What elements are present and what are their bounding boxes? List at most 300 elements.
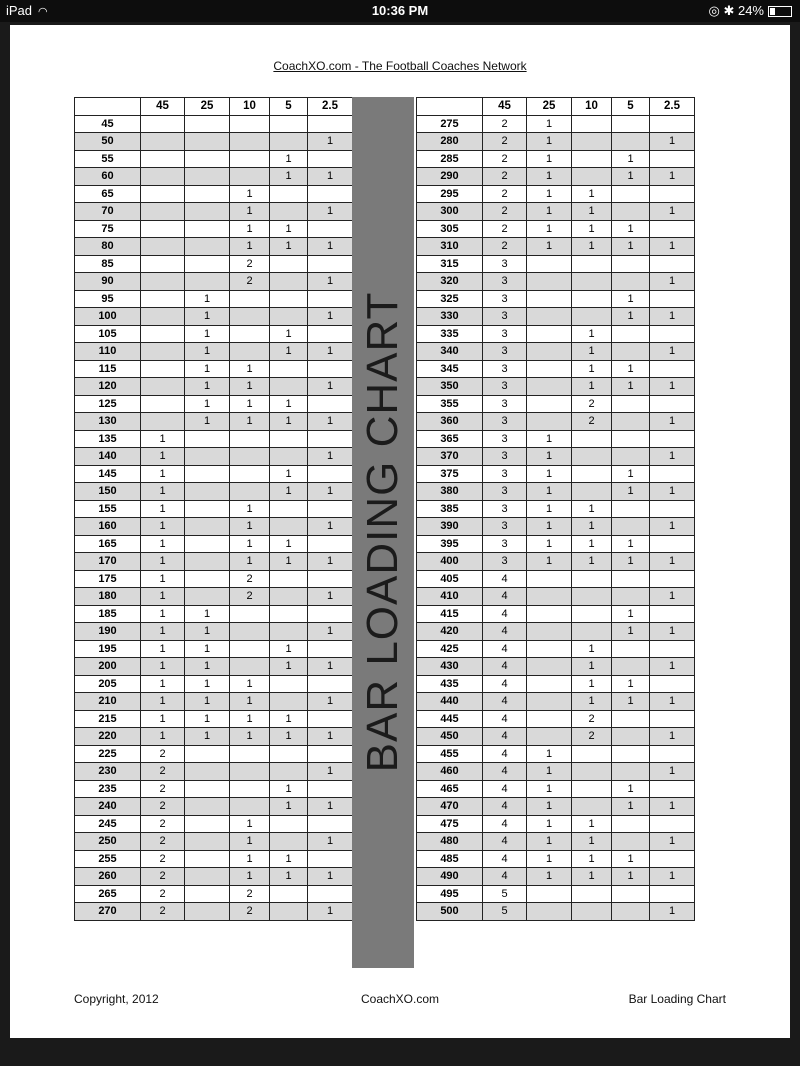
plate-count-cell: 2 — [230, 273, 270, 291]
weight-cell: 275 — [417, 115, 483, 133]
plate-count-cell — [185, 483, 230, 501]
plate-count-cell — [650, 850, 695, 868]
plate-count-cell: 2 — [141, 903, 185, 921]
plate-count-cell: 2 — [483, 115, 527, 133]
plate-count-cell: 1 — [650, 343, 695, 361]
plate-count-cell: 1 — [308, 833, 353, 851]
document-page — [10, 25, 790, 1038]
plate-count-cell: 1 — [612, 623, 650, 641]
plate-count-cell: 2 — [572, 395, 612, 413]
plate-count-cell — [572, 150, 612, 168]
footer-title: Bar Loading Chart — [628, 992, 726, 1006]
plate-count-cell — [527, 710, 572, 728]
weight-cell: 440 — [417, 693, 483, 711]
table-row — [417, 903, 695, 921]
plate-count-cell — [185, 903, 230, 921]
plate-count-cell — [230, 763, 270, 781]
table-row — [75, 728, 353, 746]
plate-count-cell — [527, 308, 572, 326]
battery-percent: 24% — [737, 3, 764, 18]
weight-cell: 125 — [75, 395, 141, 413]
plate-count-cell — [185, 238, 230, 256]
plate-count-cell — [185, 815, 230, 833]
plate-count-cell — [270, 570, 308, 588]
plate-count-cell: 1 — [527, 500, 572, 518]
table-row — [417, 238, 695, 256]
plate-count-cell: 1 — [185, 343, 230, 361]
plate-count-cell: 1 — [308, 483, 353, 501]
plate-count-cell: 3 — [483, 273, 527, 291]
plate-count-cell: 1 — [527, 238, 572, 256]
table-row — [75, 308, 353, 326]
table-row — [417, 570, 695, 588]
plate-count-cell: 3 — [483, 483, 527, 501]
table-row — [75, 798, 353, 816]
table-row — [75, 465, 353, 483]
plate-count-cell: 1 — [650, 133, 695, 151]
table-row — [75, 710, 353, 728]
plate-count-cell — [308, 605, 353, 623]
table-row — [75, 868, 353, 886]
table-row — [417, 833, 695, 851]
weight-cell: 190 — [75, 623, 141, 641]
plate-count-cell: 1 — [308, 168, 353, 186]
plate-count-cell — [270, 308, 308, 326]
plate-column-header: 2.5 — [650, 98, 695, 116]
plate-column-header: 45 — [483, 98, 527, 116]
plate-count-cell: 4 — [483, 868, 527, 886]
plate-count-cell — [230, 343, 270, 361]
plate-count-cell — [572, 570, 612, 588]
plate-count-cell — [141, 168, 185, 186]
plate-count-cell: 1 — [650, 308, 695, 326]
plate-count-cell: 1 — [650, 658, 695, 676]
plate-count-cell — [230, 150, 270, 168]
plate-count-cell — [650, 150, 695, 168]
plate-count-cell: 4 — [483, 798, 527, 816]
plate-count-cell: 2 — [141, 798, 185, 816]
table-row — [75, 640, 353, 658]
plate-count-cell: 4 — [483, 588, 527, 606]
plate-count-cell — [270, 885, 308, 903]
plate-count-cell — [650, 220, 695, 238]
status-bar — [0, 0, 800, 22]
plate-count-cell — [141, 413, 185, 431]
weight-cell: 420 — [417, 623, 483, 641]
plate-count-cell — [270, 360, 308, 378]
plate-count-cell: 1 — [572, 640, 612, 658]
plate-column-header: 25 — [185, 98, 230, 116]
weight-cell: 55 — [75, 150, 141, 168]
table-row — [75, 500, 353, 518]
plate-count-cell — [185, 518, 230, 536]
weight-cell: 305 — [417, 220, 483, 238]
plate-count-cell — [612, 395, 650, 413]
plate-count-cell — [185, 255, 230, 273]
plate-count-cell: 1 — [527, 465, 572, 483]
weight-cell: 95 — [75, 290, 141, 308]
weight-cell: 100 — [75, 308, 141, 326]
side-title: BAR LOADING CHART — [358, 291, 407, 773]
plate-count-cell: 1 — [527, 535, 572, 553]
plate-count-cell — [185, 570, 230, 588]
lock-rotation-icon: ◎ — [708, 3, 720, 18]
plate-count-cell: 3 — [483, 378, 527, 396]
plate-count-cell — [185, 780, 230, 798]
plate-count-cell: 1 — [141, 693, 185, 711]
weight-cell: 170 — [75, 553, 141, 571]
plate-count-cell — [527, 255, 572, 273]
plate-count-cell — [308, 395, 353, 413]
table-row — [417, 308, 695, 326]
weight-cell: 310 — [417, 238, 483, 256]
plate-count-cell: 1 — [650, 798, 695, 816]
weight-cell: 240 — [75, 798, 141, 816]
table-row — [417, 693, 695, 711]
weight-cell: 365 — [417, 430, 483, 448]
weight-cell: 105 — [75, 325, 141, 343]
plate-count-cell — [308, 430, 353, 448]
plate-count-cell — [612, 640, 650, 658]
weight-column-header — [417, 98, 483, 116]
plate-count-cell: 1 — [308, 203, 353, 221]
plate-count-cell — [308, 850, 353, 868]
plate-count-cell — [612, 885, 650, 903]
plate-count-cell — [308, 360, 353, 378]
table-row — [417, 378, 695, 396]
footer-copyright: Copyright, 2012 — [74, 992, 159, 1006]
plate-count-cell: 1 — [230, 553, 270, 571]
weight-cell: 180 — [75, 588, 141, 606]
weight-cell: 425 — [417, 640, 483, 658]
weight-cell: 200 — [75, 658, 141, 676]
plate-count-cell: 1 — [141, 588, 185, 606]
plate-count-cell: 1 — [527, 133, 572, 151]
plate-count-cell — [527, 273, 572, 291]
page-header[interactable]: CoachXO.com - The Football Coaches Network — [273, 59, 527, 73]
plate-count-cell: 1 — [572, 185, 612, 203]
table-row — [75, 343, 353, 361]
plate-count-cell: 1 — [527, 553, 572, 571]
plate-count-cell: 1 — [612, 850, 650, 868]
table-row — [75, 220, 353, 238]
plate-count-cell: 1 — [141, 605, 185, 623]
table-row — [75, 115, 353, 133]
plate-count-cell: 1 — [270, 798, 308, 816]
table-row — [75, 378, 353, 396]
status-right — [708, 3, 792, 19]
plate-count-cell — [230, 640, 270, 658]
table-row — [417, 290, 695, 308]
plate-count-cell: 4 — [483, 570, 527, 588]
plate-count-cell: 1 — [270, 640, 308, 658]
device-name: iPad — [6, 3, 33, 18]
plate-count-cell — [308, 535, 353, 553]
table-row — [75, 290, 353, 308]
plate-count-cell: 2 — [483, 238, 527, 256]
plate-count-cell — [572, 623, 612, 641]
weight-cell: 155 — [75, 500, 141, 518]
plate-count-cell: 1 — [185, 325, 230, 343]
plate-count-cell: 1 — [572, 535, 612, 553]
table-row — [417, 605, 695, 623]
plate-count-cell: 1 — [527, 833, 572, 851]
weight-cell: 485 — [417, 850, 483, 868]
plate-count-cell — [230, 430, 270, 448]
plate-count-cell: 1 — [230, 868, 270, 886]
plate-count-cell: 2 — [230, 570, 270, 588]
plate-count-cell: 2 — [141, 868, 185, 886]
plate-count-cell — [527, 658, 572, 676]
weight-cell: 265 — [75, 885, 141, 903]
plate-column-header: 5 — [612, 98, 650, 116]
plate-count-cell — [270, 623, 308, 641]
plate-count-cell — [141, 150, 185, 168]
plate-count-cell — [230, 623, 270, 641]
plate-count-cell — [572, 763, 612, 781]
weight-cell: 185 — [75, 605, 141, 623]
plate-count-cell — [612, 448, 650, 466]
weight-cell: 400 — [417, 553, 483, 571]
plate-count-cell — [527, 325, 572, 343]
plate-count-cell: 1 — [308, 763, 353, 781]
plate-count-cell — [527, 378, 572, 396]
weight-cell: 385 — [417, 500, 483, 518]
table-row — [417, 325, 695, 343]
plate-count-cell — [572, 780, 612, 798]
plate-count-cell — [230, 745, 270, 763]
plate-count-cell: 1 — [308, 448, 353, 466]
plate-count-cell: 1 — [141, 658, 185, 676]
plate-count-cell: 1 — [612, 483, 650, 501]
plate-count-cell — [270, 815, 308, 833]
weight-cell: 495 — [417, 885, 483, 903]
table-row — [417, 745, 695, 763]
plate-count-cell: 1 — [572, 518, 612, 536]
plate-count-cell — [141, 255, 185, 273]
plate-count-cell — [612, 903, 650, 921]
plate-count-cell: 4 — [483, 780, 527, 798]
plate-count-cell — [572, 885, 612, 903]
weight-cell: 450 — [417, 728, 483, 746]
plate-count-cell: 1 — [270, 168, 308, 186]
plate-count-cell — [650, 115, 695, 133]
plate-count-cell: 3 — [483, 343, 527, 361]
plate-count-cell — [650, 255, 695, 273]
right-loading-table — [416, 97, 695, 921]
plate-count-cell: 3 — [483, 535, 527, 553]
plate-count-cell — [572, 255, 612, 273]
plate-count-cell — [230, 325, 270, 343]
plate-count-cell — [141, 185, 185, 203]
table-row — [75, 238, 353, 256]
weight-cell: 335 — [417, 325, 483, 343]
plate-count-cell: 1 — [308, 868, 353, 886]
plate-count-cell — [185, 185, 230, 203]
weight-cell: 250 — [75, 833, 141, 851]
plate-count-cell: 2 — [572, 728, 612, 746]
plate-count-cell: 1 — [270, 395, 308, 413]
plate-count-cell: 1 — [141, 448, 185, 466]
plate-count-cell: 1 — [270, 483, 308, 501]
plate-count-cell: 1 — [270, 220, 308, 238]
plate-count-cell: 1 — [270, 850, 308, 868]
plate-column-header: 10 — [572, 98, 612, 116]
plate-count-cell — [572, 588, 612, 606]
plate-count-cell: 1 — [527, 150, 572, 168]
table-row — [75, 815, 353, 833]
plate-count-cell: 1 — [650, 483, 695, 501]
table-row — [417, 185, 695, 203]
plate-count-cell: 1 — [650, 588, 695, 606]
plate-count-cell: 3 — [483, 325, 527, 343]
plate-count-cell — [612, 430, 650, 448]
plate-count-cell — [185, 885, 230, 903]
plate-count-cell — [141, 203, 185, 221]
plate-count-cell — [308, 675, 353, 693]
footer-site: CoachXO.com — [360, 992, 440, 1006]
plate-count-cell — [527, 343, 572, 361]
plate-count-cell: 1 — [185, 360, 230, 378]
weight-cell: 80 — [75, 238, 141, 256]
plate-count-cell — [308, 745, 353, 763]
plate-count-cell: 1 — [270, 553, 308, 571]
plate-count-cell: 1 — [612, 465, 650, 483]
plate-count-cell — [572, 308, 612, 326]
table-row — [417, 623, 695, 641]
plate-count-cell — [270, 203, 308, 221]
plate-count-cell: 1 — [612, 308, 650, 326]
plate-count-cell — [270, 500, 308, 518]
weight-cell: 205 — [75, 675, 141, 693]
plate-count-cell — [141, 290, 185, 308]
plate-count-cell: 3 — [483, 308, 527, 326]
table-row — [417, 203, 695, 221]
plate-column-header: 45 — [141, 98, 185, 116]
plate-count-cell — [185, 588, 230, 606]
table-row — [75, 133, 353, 151]
plate-count-cell: 1 — [572, 325, 612, 343]
weight-cell: 220 — [75, 728, 141, 746]
weight-cell: 415 — [417, 605, 483, 623]
plate-column-header: 25 — [527, 98, 572, 116]
plate-count-cell — [230, 308, 270, 326]
table-row — [417, 150, 695, 168]
plate-count-cell: 1 — [141, 675, 185, 693]
table-row — [75, 273, 353, 291]
weight-cell: 210 — [75, 693, 141, 711]
plate-count-cell: 4 — [483, 640, 527, 658]
weight-cell: 245 — [75, 815, 141, 833]
plate-count-cell: 1 — [527, 815, 572, 833]
weight-cell: 345 — [417, 360, 483, 378]
plate-count-cell — [185, 203, 230, 221]
weight-cell: 320 — [417, 273, 483, 291]
plate-count-cell: 1 — [650, 833, 695, 851]
table-row — [417, 815, 695, 833]
plate-count-cell: 1 — [572, 378, 612, 396]
plate-count-cell — [141, 378, 185, 396]
plate-count-cell — [185, 553, 230, 571]
plate-count-cell — [308, 815, 353, 833]
plate-count-cell: 1 — [650, 728, 695, 746]
plate-count-cell — [650, 710, 695, 728]
plate-count-cell — [230, 448, 270, 466]
plate-count-cell: 1 — [650, 903, 695, 921]
weight-cell: 235 — [75, 780, 141, 798]
weight-cell: 130 — [75, 413, 141, 431]
plate-count-cell: 1 — [527, 115, 572, 133]
plate-count-cell: 1 — [230, 203, 270, 221]
table-row — [75, 763, 353, 781]
plate-count-cell — [141, 343, 185, 361]
plate-count-cell — [308, 290, 353, 308]
plate-count-cell — [230, 658, 270, 676]
plate-count-cell: 4 — [483, 850, 527, 868]
plate-count-cell: 2 — [141, 833, 185, 851]
plate-count-cell: 4 — [483, 693, 527, 711]
plate-count-cell: 1 — [650, 693, 695, 711]
weight-cell: 290 — [417, 168, 483, 186]
weight-cell: 230 — [75, 763, 141, 781]
plate-count-cell — [572, 133, 612, 151]
plate-count-cell — [650, 745, 695, 763]
plate-count-cell — [185, 115, 230, 133]
plate-count-cell — [141, 308, 185, 326]
plate-count-cell — [308, 570, 353, 588]
plate-count-cell — [612, 133, 650, 151]
plate-count-cell — [612, 273, 650, 291]
plate-count-cell: 4 — [483, 833, 527, 851]
table-row — [417, 133, 695, 151]
plate-count-cell — [308, 255, 353, 273]
plate-count-cell — [141, 115, 185, 133]
weight-cell: 195 — [75, 640, 141, 658]
plate-count-cell: 1 — [527, 798, 572, 816]
plate-count-cell: 1 — [308, 378, 353, 396]
header-row — [417, 98, 695, 116]
plate-count-cell — [185, 273, 230, 291]
weight-cell: 315 — [417, 255, 483, 273]
plate-count-cell: 1 — [612, 780, 650, 798]
plate-count-cell: 1 — [185, 658, 230, 676]
plate-count-cell — [185, 430, 230, 448]
plate-count-cell: 1 — [308, 728, 353, 746]
table-row — [417, 798, 695, 816]
plate-count-cell — [527, 903, 572, 921]
plate-count-cell — [612, 343, 650, 361]
plate-count-cell — [572, 605, 612, 623]
plate-count-cell: 2 — [230, 255, 270, 273]
plate-count-cell: 1 — [612, 535, 650, 553]
plate-column-header: 2.5 — [308, 98, 353, 116]
plate-count-cell: 4 — [483, 605, 527, 623]
plate-count-cell — [612, 570, 650, 588]
plate-count-cell — [141, 395, 185, 413]
table-row — [75, 623, 353, 641]
table-row — [417, 448, 695, 466]
plate-count-cell — [527, 360, 572, 378]
plate-count-cell: 4 — [483, 658, 527, 676]
plate-count-cell: 1 — [308, 798, 353, 816]
plate-count-cell — [185, 833, 230, 851]
plate-count-cell: 1 — [572, 675, 612, 693]
plate-count-cell: 1 — [612, 168, 650, 186]
plate-count-cell — [612, 518, 650, 536]
plate-count-cell — [270, 693, 308, 711]
plate-count-cell — [650, 290, 695, 308]
plate-count-cell: 1 — [230, 413, 270, 431]
